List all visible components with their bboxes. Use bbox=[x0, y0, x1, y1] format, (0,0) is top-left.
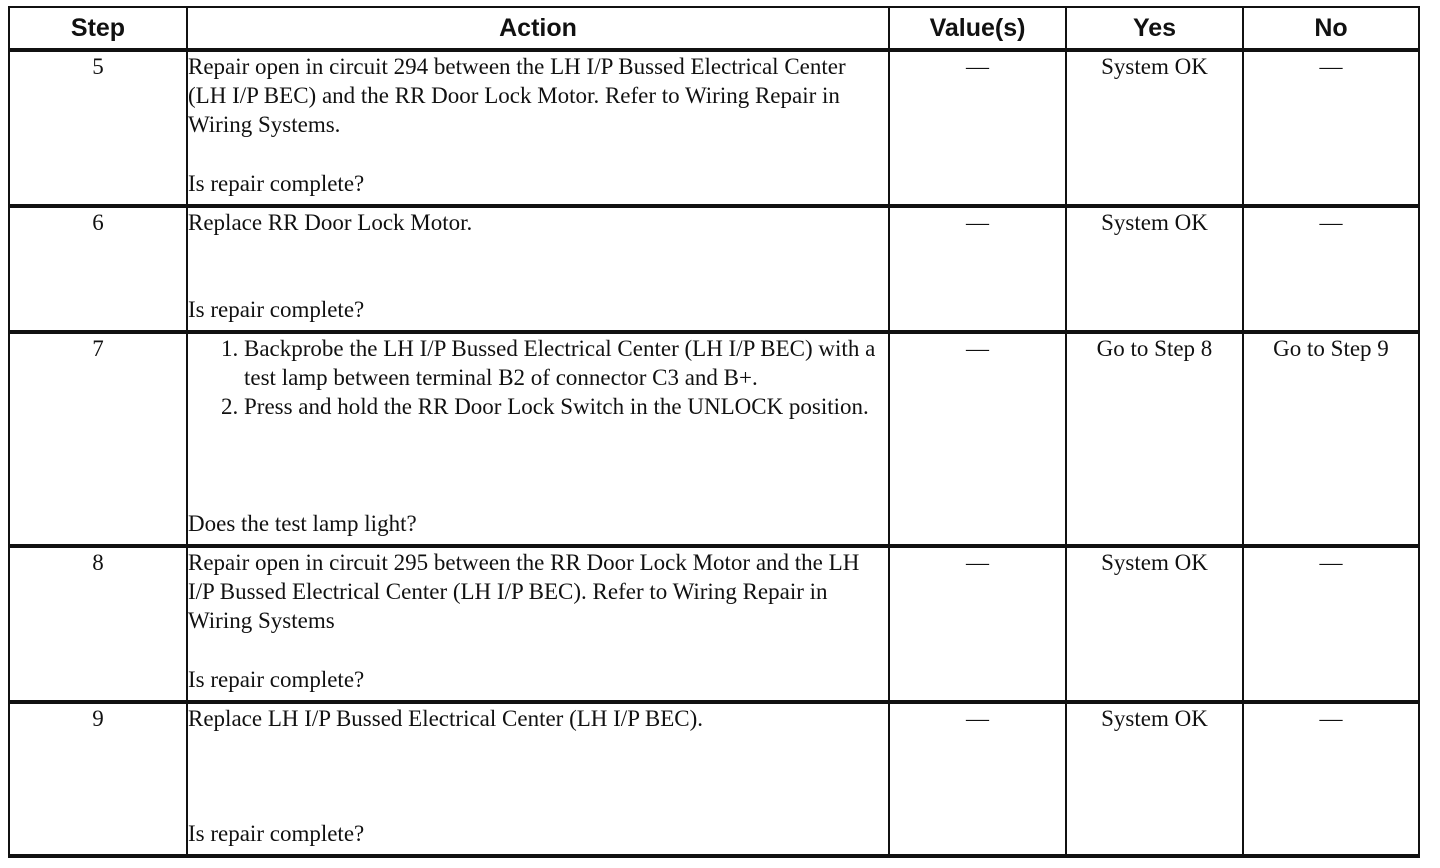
action-text: Replace RR Door Lock Motor. bbox=[188, 210, 473, 235]
action-text: Replace LH I/P Bussed Electrical Center (LH I/P BEC). bbox=[188, 706, 704, 731]
action-text: Repair open in circuit 294 between the LH I/P Bussed Electrical Center (LH I/P BEC) and the RR Door Lock Motor. Refer to Wiring Repair in Wiring Systems. bbox=[188, 54, 846, 137]
table-row bbox=[9, 206, 1419, 332]
action-cell bbox=[187, 206, 889, 332]
table-row bbox=[9, 332, 1419, 546]
action-question: Is repair complete? bbox=[188, 171, 365, 196]
step-number: 6 bbox=[9, 206, 187, 332]
no-cell: Go to Step 9 bbox=[1243, 332, 1419, 546]
table-row bbox=[9, 702, 1419, 856]
action-cell bbox=[187, 50, 889, 206]
yes-cell: Go to Step 8 bbox=[1066, 332, 1243, 546]
header-action: Action bbox=[187, 7, 889, 50]
header-step: Step bbox=[9, 7, 187, 50]
step-number: 8 bbox=[9, 546, 187, 702]
step-number: 9 bbox=[9, 702, 187, 856]
action-cell bbox=[187, 546, 889, 702]
values-cell: — bbox=[889, 702, 1066, 856]
action-cell bbox=[187, 702, 889, 856]
no-cell: — bbox=[1243, 702, 1419, 856]
diagnostic-table bbox=[8, 6, 1420, 858]
action-cell bbox=[187, 332, 889, 546]
action-question: Does the test lamp light? bbox=[188, 511, 417, 536]
header-row bbox=[9, 7, 1419, 50]
action-steps-list bbox=[188, 334, 888, 421]
no-cell: — bbox=[1243, 50, 1419, 206]
step-number: 7 bbox=[9, 332, 187, 546]
action-text: Repair open in circuit 295 between the RR Door Lock Motor and the LH I/P Bussed Electrical Center (LH I/P BEC). Refer to Wiring Repair in Wiring Systems bbox=[188, 550, 860, 633]
no-cell: — bbox=[1243, 546, 1419, 702]
table-row bbox=[9, 546, 1419, 702]
no-cell: — bbox=[1243, 206, 1419, 332]
values-cell: — bbox=[889, 206, 1066, 332]
values-cell: — bbox=[889, 332, 1066, 546]
yes-cell: System OK bbox=[1066, 702, 1243, 856]
values-cell: — bbox=[889, 50, 1066, 206]
action-question: Is repair complete? bbox=[188, 821, 365, 846]
yes-cell: System OK bbox=[1066, 50, 1243, 206]
action-question: Is repair complete? bbox=[188, 667, 365, 692]
step-number: 5 bbox=[9, 50, 187, 206]
yes-cell: System OK bbox=[1066, 206, 1243, 332]
header-no: No bbox=[1243, 7, 1419, 50]
yes-cell: System OK bbox=[1066, 546, 1243, 702]
action-question: Is repair complete? bbox=[188, 297, 365, 322]
list-item: 1. Backprobe the LH I/P Bussed Electrical Center (LH I/P BEC) with a test lamp between terminal B2 of connector C3 and B+. bbox=[244, 334, 888, 392]
diagnostic-table-container bbox=[8, 6, 1420, 858]
list-item: 2. Press and hold the RR Door Lock Switch in the UNLOCK position. bbox=[244, 392, 888, 421]
table-row bbox=[9, 50, 1419, 206]
values-cell: — bbox=[889, 546, 1066, 702]
header-yes: Yes bbox=[1066, 7, 1243, 50]
header-values: Value(s) bbox=[889, 7, 1066, 50]
